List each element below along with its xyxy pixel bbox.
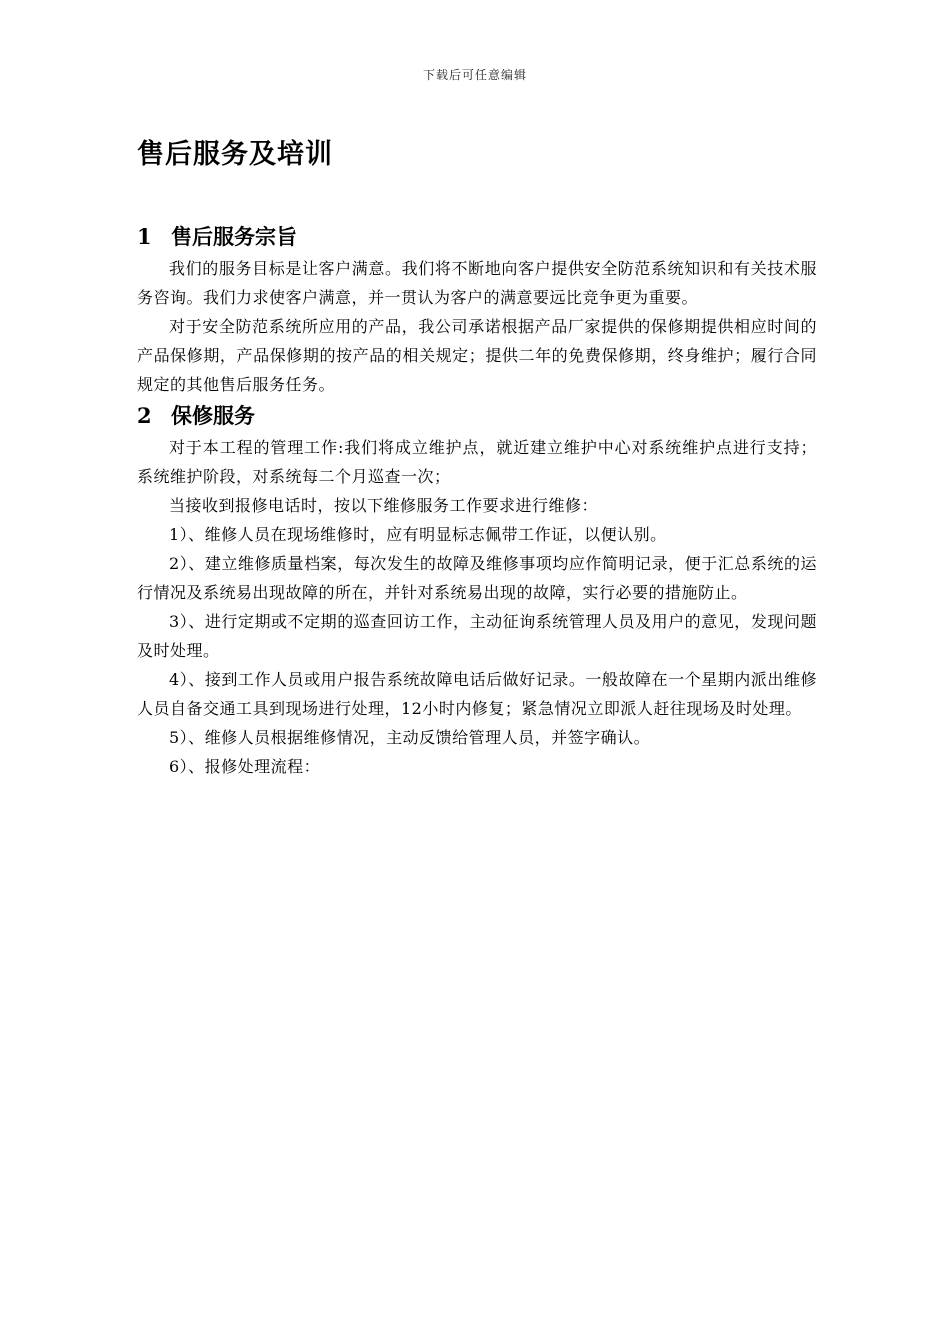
list-item: 6）、报修处理流程： <box>169 757 321 776</box>
document-body <box>137 220 817 781</box>
list-item: 1）、维修人员在现场维修时，应有明显标志佩带工作证，以便认别。 <box>169 525 667 544</box>
list-item: 2）、建立维修质量档案，每次发生的故障及维修事项均应作简明记录，便于汇总系统的运行情况及系统易出现故障的所在，并针对系统易出现的故障，实行必要的措施防止。 <box>137 554 817 602</box>
section-2 <box>137 399 817 781</box>
section-title: 售后服务宗旨 <box>171 224 297 249</box>
section-number: 2 <box>137 403 152 428</box>
paragraph: 对于安全防范系统所应用的产品，我公司承诺根据产品厂家提供的保修期提供相应时间的产品保修期，产品保修期的按产品的相关规定；提供二年的免费保修期，终身维护；履行合同规定的其他售后服务任务。 <box>137 317 817 394</box>
header-note: 下载后可任意编辑 <box>422 68 527 82</box>
paragraph: 我们的服务目标是让客户满意。我们将不断地向客户提供安全防范系统知识和有关技术服务咨询。我们力求使客户满意，并一贯认为客户的满意要远比竞争更为重要。 <box>137 259 817 307</box>
section-title: 保修服务 <box>171 403 255 428</box>
section-number: 1 <box>137 224 152 249</box>
section-heading <box>137 399 817 433</box>
document-title: 售后服务及培训 <box>137 139 333 170</box>
paragraph: 当接收到报修电话时，按以下维修服务工作要求进行维修： <box>169 496 599 515</box>
list-item: 3）、进行定期或不定期的巡查回访工作，主动征询系统管理人员及用户的意见，发现问题及时处理。 <box>137 612 817 660</box>
paragraph: 对于本工程的管理工作:我们将成立维护点，就近建立维护中心对系统维护点进行支持；系统维护阶段，对系统每二个月巡查一次； <box>137 438 817 486</box>
list-item: 5）、维修人员根据维修情况，主动反馈给管理人员，并签字确认。 <box>169 728 651 747</box>
section-1 <box>137 220 817 399</box>
list-item: 4）、接到工作人员或用户报告系统故障电话后做好记录。一般故障在一个星期内派出维修人员自备交通工具到现场进行处理，12小时内修复；紧急情况立即派人赶往现场及时处理。 <box>137 670 817 718</box>
section-heading <box>137 220 817 254</box>
